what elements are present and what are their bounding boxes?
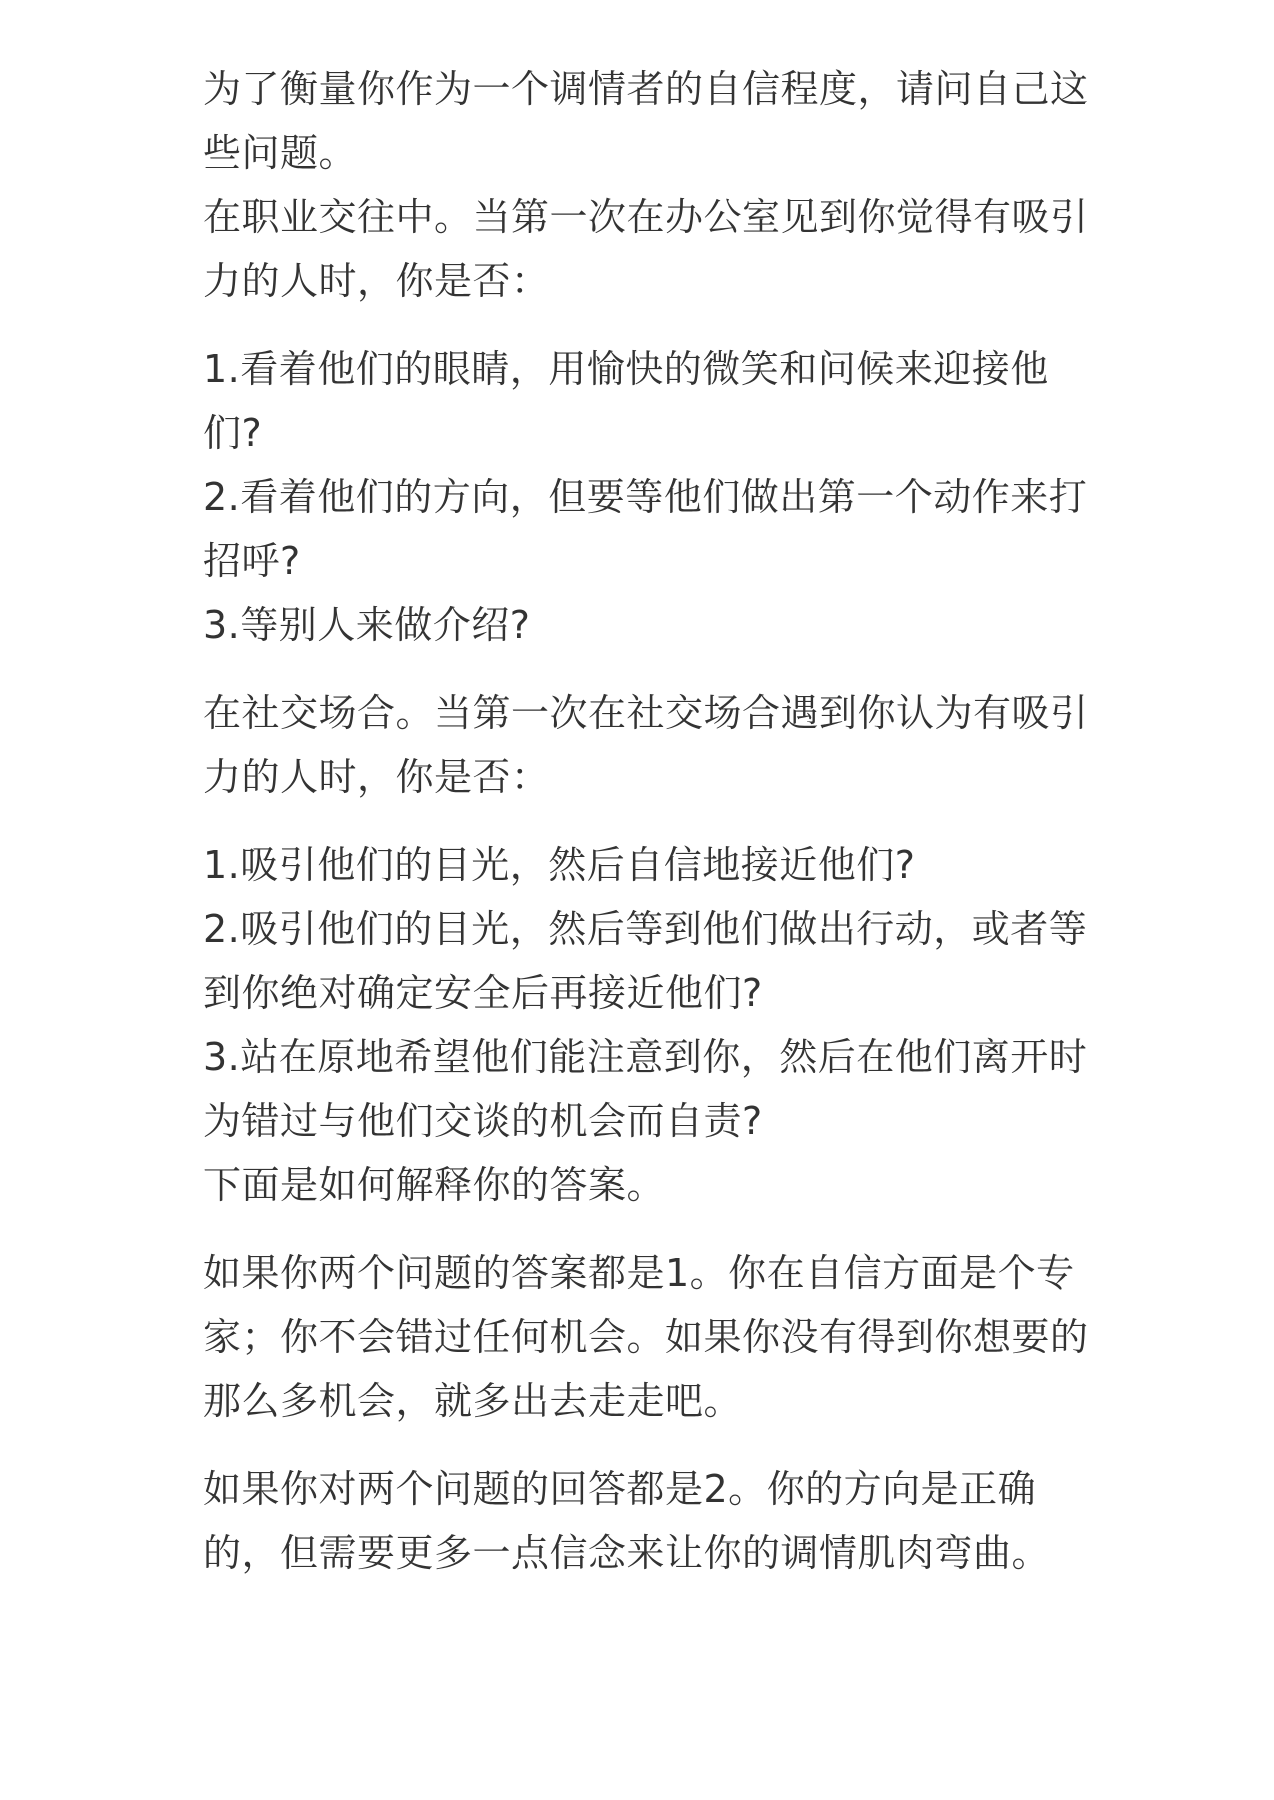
question-1-prompt: [203, 185, 1093, 313]
paragraph-spacer: [203, 1433, 1093, 1457]
text-line: 1.看着他们的眼睛，用愉快的微笑和问候来迎接他: [203, 347, 1049, 391]
text-line: 3.等别人来做介绍?: [203, 603, 531, 647]
text-line: 下面是如何解释你的答案。: [203, 1163, 666, 1207]
text-line: 在职业交往中。当第一次在办公室见到你觉得有吸引: [203, 195, 1089, 239]
text-line: 为了衡量你作为一个调情者的自信程度，请问自己这: [203, 67, 1089, 111]
answer-2-paragraph: [203, 1457, 1093, 1585]
text-line: 1.吸引他们的目光，然后自信地接近他们?: [203, 843, 916, 887]
question-2-prompt: [203, 681, 1093, 809]
text-line: 力的人时，你是否：: [203, 755, 550, 799]
article-body: [203, 57, 1093, 1585]
paragraph-spacer: [203, 1217, 1093, 1241]
text-line: 招呼?: [203, 539, 301, 583]
text-line: 到你绝对确定安全后再接近他们?: [203, 971, 763, 1015]
intro-paragraph: [203, 57, 1093, 185]
text-line: 些问题。: [203, 131, 358, 175]
answer-1-paragraph: [203, 1241, 1093, 1433]
text-line: 家；你不会错过任何机会。如果你没有得到你想要的: [203, 1315, 1089, 1359]
text-line: 力的人时，你是否：: [203, 259, 550, 303]
text-line: 2.看着他们的方向，但要等他们做出第一个动作来打: [203, 475, 1088, 519]
text-line: 的，但需要更多一点信念来让你的调情肌肉弯曲。: [203, 1531, 1051, 1575]
question-1-options: [203, 337, 1093, 657]
paragraph-spacer: [203, 809, 1093, 833]
paragraph-spacer: [203, 313, 1093, 337]
text-line: 如果你两个问题的答案都是1。你在自信方面是个专: [203, 1251, 1075, 1295]
text-line: 们?: [203, 411, 263, 455]
text-line: 3.站在原地希望他们能注意到你，然后在他们离开时: [203, 1035, 1088, 1079]
question-2-options: [203, 833, 1093, 1217]
text-line: 在社交场合。当第一次在社交场合遇到你认为有吸引: [203, 691, 1089, 735]
text-line: 为错过与他们交谈的机会而自责?: [203, 1099, 763, 1143]
text-line: 如果你对两个问题的回答都是2。你的方向是正确: [203, 1467, 1037, 1511]
text-line: 那么多机会，就多出去走走吧。: [203, 1379, 743, 1423]
text-line: 2.吸引他们的目光，然后等到他们做出行动，或者等: [203, 907, 1088, 951]
paragraph-spacer: [203, 657, 1093, 681]
